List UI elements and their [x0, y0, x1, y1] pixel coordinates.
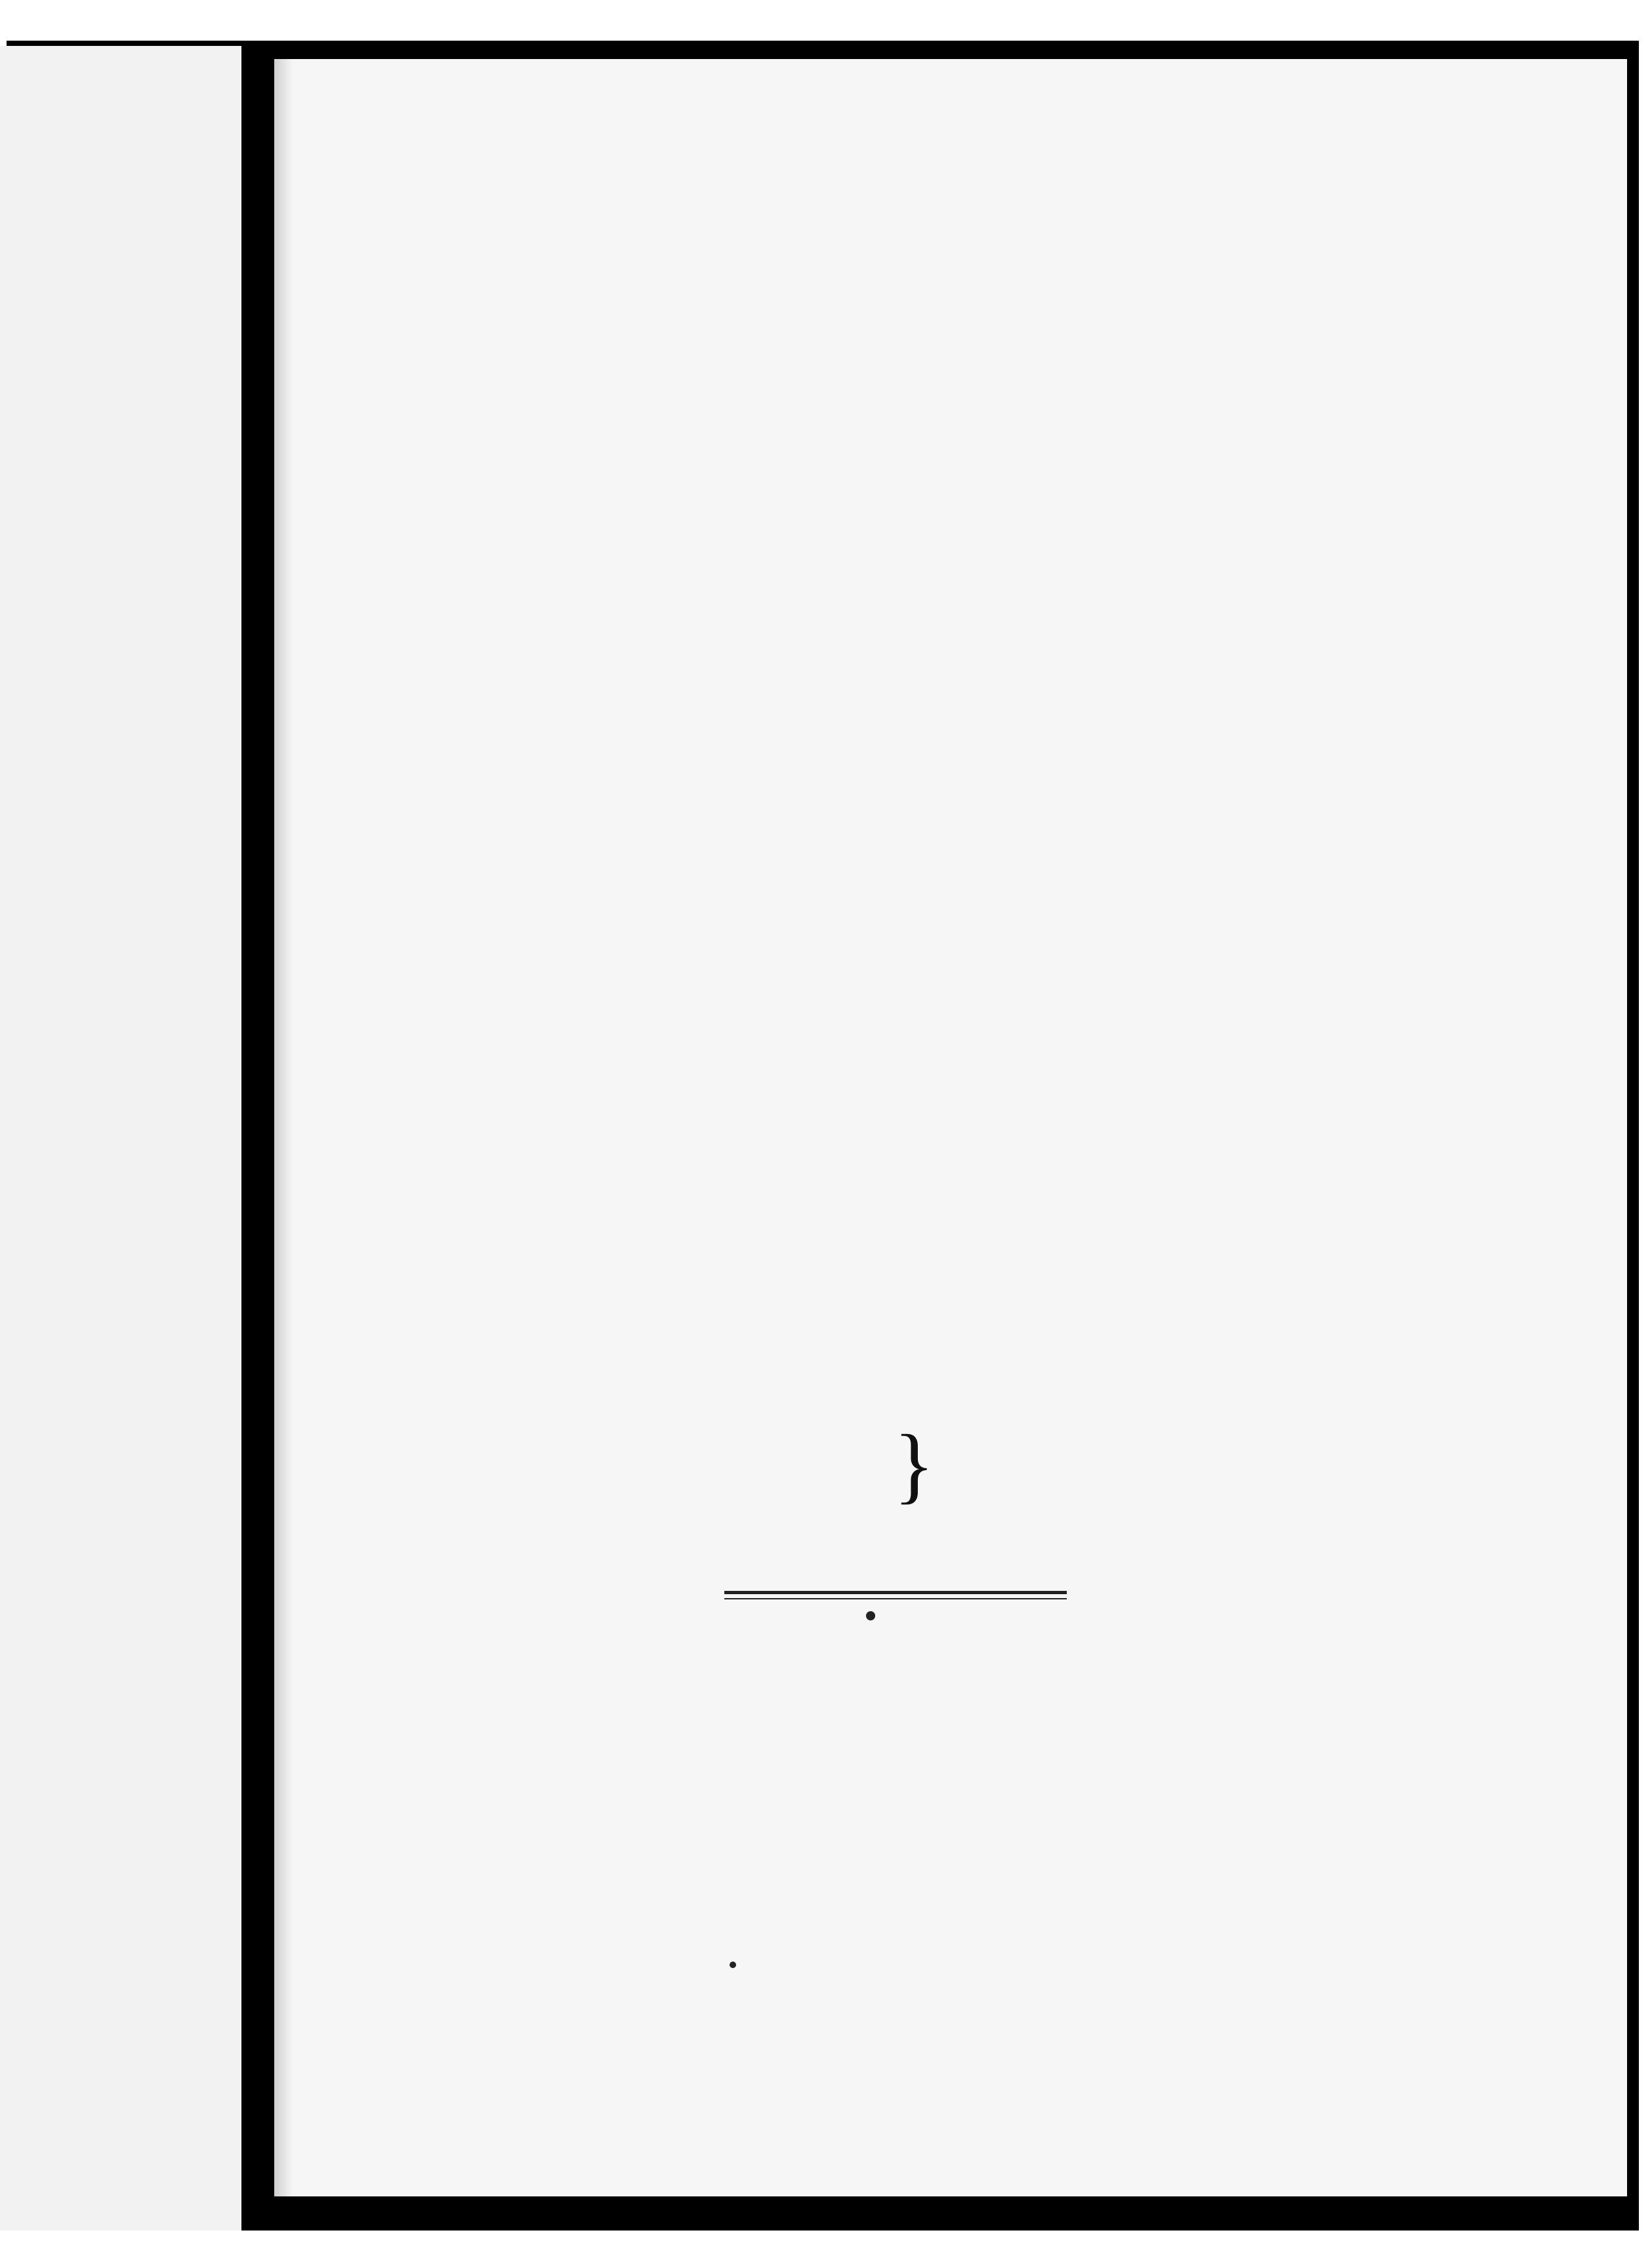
section-rule [724, 1591, 1067, 1594]
book-page [274, 59, 1627, 2196]
ornament-dot [730, 1962, 736, 1968]
section-rule-thin [724, 1598, 1067, 1599]
signature-brace: } [894, 1418, 935, 1512]
scan-border-right [1639, 0, 1652, 2262]
ornament-dot [866, 1611, 875, 1620]
facing-page [0, 46, 241, 2231]
scan-border-top [0, 0, 1652, 41]
scan-border-bottom [0, 2231, 1652, 2262]
